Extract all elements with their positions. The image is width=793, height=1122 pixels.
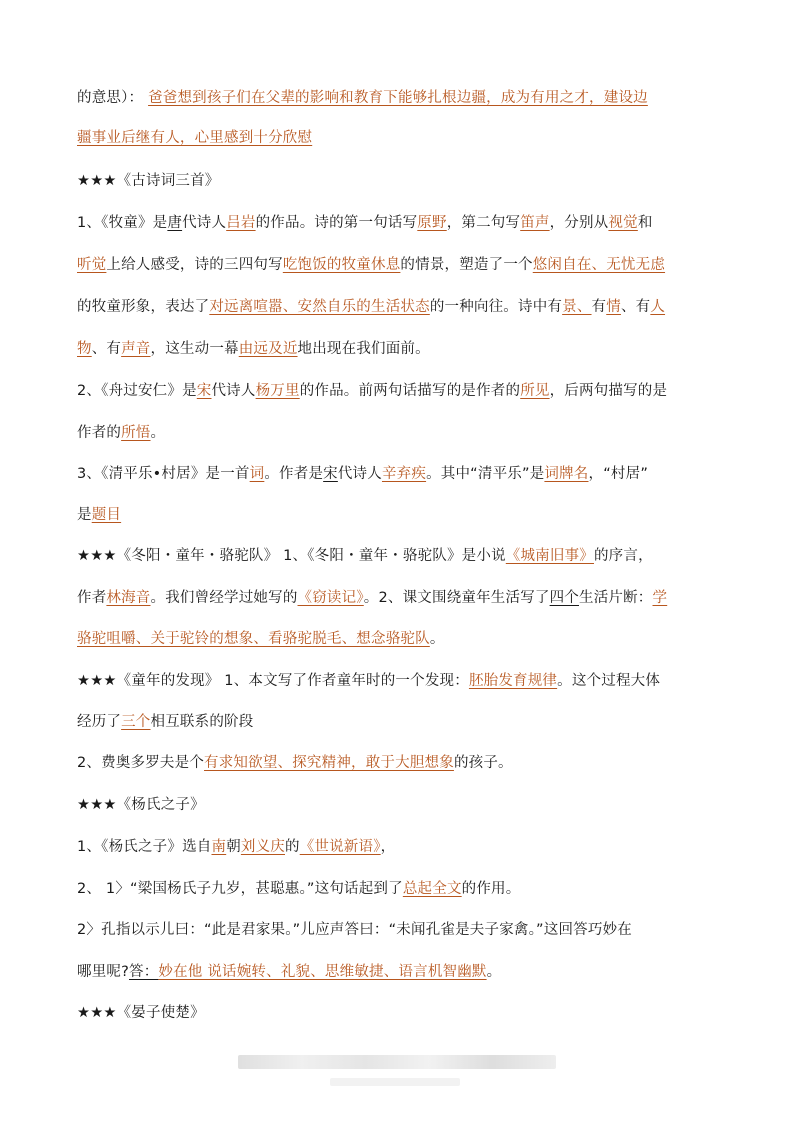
body-text: 的作用。: [461, 881, 521, 897]
text-line: [77, 629, 445, 649]
answer-text: 《城南旧事》: [505, 548, 594, 564]
body-text: ，: [380, 839, 396, 855]
answer-text: 三个: [121, 714, 151, 730]
text-line: [77, 920, 632, 940]
answer-text: 林海音: [106, 590, 151, 606]
body-text: 。其中“清平乐”是: [426, 466, 545, 482]
answer-text: 宋: [196, 383, 212, 399]
answer-text: 词: [249, 466, 265, 482]
text-line: [77, 588, 667, 608]
answer-text: 景、: [562, 299, 592, 315]
body-text: 四个: [549, 590, 579, 606]
text-line: [77, 423, 165, 443]
body-text: 宋: [323, 466, 338, 482]
body-text: 、有: [91, 341, 122, 357]
answer-text: 对远离喧嚣、安然自乐的生活状态: [209, 299, 430, 315]
body-text: 唐: [167, 215, 183, 231]
body-text: 地出现在我们面前。: [297, 341, 430, 357]
text-line: [77, 753, 513, 773]
body-text: ★★★《古诗词三首》: [77, 173, 220, 189]
body-text: 有: [591, 299, 607, 315]
text-line: [77, 671, 660, 691]
body-text: 的: [285, 839, 300, 855]
answer-text: 疆事业后继有人，心里感到十分欣慰: [77, 130, 313, 146]
answer-text: 题目: [91, 507, 122, 523]
answer-text: 刘义庆: [240, 839, 285, 855]
body-text: 和: [637, 215, 653, 231]
answer-text: 有求知欲望、探究精神，敢于大胆想象: [204, 755, 454, 771]
text-line: [77, 795, 205, 815]
answer-text: 《窃读记》: [297, 590, 364, 606]
body-text: 的孩子。: [453, 755, 513, 771]
body-text: 哪里呢?: [77, 964, 129, 980]
text-line: [77, 962, 501, 982]
body-text: 。作者是: [264, 466, 324, 482]
answer-text: 物: [77, 341, 92, 357]
text-line: [77, 1003, 205, 1023]
body-text: 。2、课文围绕童年生活写了: [363, 590, 550, 606]
text-line: [77, 88, 648, 108]
body-text: 作者: [77, 590, 107, 606]
text-line: [77, 712, 253, 732]
body-text: 。: [486, 964, 502, 980]
text-line: [77, 128, 312, 148]
answer-text: 学: [652, 590, 668, 606]
text-line: [77, 879, 520, 899]
body-text: 。: [150, 425, 166, 441]
body-text: 的作品。诗的第一句话写: [255, 215, 418, 231]
body-text: 相互联系的阶段: [150, 714, 254, 730]
answer-text: 辛弃疾: [381, 466, 427, 482]
body-text: 1、《杨氏之子》选自: [77, 839, 212, 855]
body-text: 生活片断：: [579, 590, 653, 606]
text-line: [77, 213, 653, 233]
body-text: 的一种向往。诗中有: [429, 299, 563, 315]
body-text: 。我们曾经学过她写的: [150, 590, 298, 606]
body-text: ★★★《冬阳・童年・骆驼队》 1、《冬阳・童年・骆驼队》是小说: [77, 548, 506, 564]
body-text: 。: [429, 631, 445, 647]
body-text: 2、《舟过安仁》是: [77, 383, 197, 399]
body-text: ★★★《童年的发现》 1、本文写了作者童年时的一个发现：: [77, 673, 469, 689]
answer-text: 笛声: [520, 215, 550, 231]
answer-text: 原野: [417, 215, 447, 231]
body-text: 代诗人: [182, 215, 227, 231]
answer-text: 由远及近: [238, 341, 298, 357]
body-text: ，分别从: [549, 215, 609, 231]
text-line: [77, 464, 648, 484]
body-text: 1、《牧童》是: [77, 215, 168, 231]
body-text: 答：: [129, 964, 159, 980]
text-line: [77, 837, 395, 857]
answer-text: 吕岩: [226, 215, 256, 231]
text-line: [77, 546, 653, 566]
answer-text: 听觉: [77, 257, 107, 273]
text-line: [77, 171, 220, 191]
answer-text: 妙在他 说话婉转、礼貌、思维敏捷、语言机智幽默: [158, 964, 487, 980]
body-text: 3、《清平乐•村居》是一首: [77, 466, 250, 482]
body-text: 2、费奥多罗夫是个: [77, 755, 205, 771]
body-text: 的意思）：: [77, 90, 149, 106]
text-line: [77, 255, 665, 275]
answer-text: 情: [606, 299, 621, 315]
answer-text: 南: [211, 839, 227, 855]
body-text: ，“村居”: [588, 466, 649, 482]
answer-text: 声音: [121, 341, 151, 357]
body-text: 2〉孔指以示儿曰：“此是君家果。”儿应声答曰：“未闻孔雀是夫子家禽。”这回答巧妙在: [77, 922, 632, 938]
body-text: 2、 1〉“梁国杨氏子九岁，甚聪惠。”这句话起到了: [77, 881, 403, 897]
text-line: [77, 339, 430, 359]
answer-text: 骆驼咀嚼、关于驼铃的想象、看骆驼脱毛、想念骆驼队: [77, 631, 430, 647]
blurred-footer-text: [238, 1055, 556, 1069]
blurred-footer-subtext: [330, 1078, 460, 1086]
answer-text: 视觉: [608, 215, 638, 231]
body-text: 朝: [226, 839, 241, 855]
body-text: ★★★《晏子使楚》: [77, 1005, 205, 1021]
body-text: ★★★《杨氏之子》: [77, 797, 205, 813]
text-line: [77, 297, 665, 317]
answer-text: 人: [650, 299, 666, 315]
answer-text: 爸爸想到孩子们在父辈的影响和教育下能够扎根边疆，成为有用之才，建设边: [148, 90, 648, 106]
body-text: 是: [77, 507, 92, 523]
body-text: ，这生动一幕: [150, 341, 239, 357]
answer-text: 杨万里: [255, 383, 300, 399]
answer-text: 总起全文: [402, 881, 462, 897]
body-text: ，后两句描写的是: [549, 383, 668, 399]
text-line: [77, 381, 667, 401]
answer-text: 吃饱饭的牧童休息: [282, 257, 401, 273]
body-text: 的牧童形象，表达了: [77, 299, 210, 315]
body-text: 的作品。前两句话描写的是作者的: [299, 383, 521, 399]
body-text: 上给人感受，诗的三四句写: [106, 257, 283, 273]
body-text: 代诗人: [337, 466, 382, 482]
body-text: 、有: [620, 299, 651, 315]
body-text: 。这个过程大体: [557, 673, 661, 689]
text-line: [77, 505, 121, 525]
answer-text: 所悟: [121, 425, 151, 441]
body-text: 作者的: [77, 425, 122, 441]
answer-text: 所见: [520, 383, 550, 399]
answer-text: 词牌名: [544, 466, 589, 482]
body-text: 代诗人: [211, 383, 256, 399]
answer-text: 悠闲自在、无忧无虑: [532, 257, 666, 273]
body-text: ，第二句写: [446, 215, 521, 231]
body-text: 的情景，塑造了一个: [400, 257, 533, 273]
body-text: 的序言，: [593, 548, 653, 564]
body-text: 经历了: [77, 714, 122, 730]
answer-text: 《世说新语》: [299, 839, 381, 855]
answer-text: 胚胎发育规律: [468, 673, 558, 689]
